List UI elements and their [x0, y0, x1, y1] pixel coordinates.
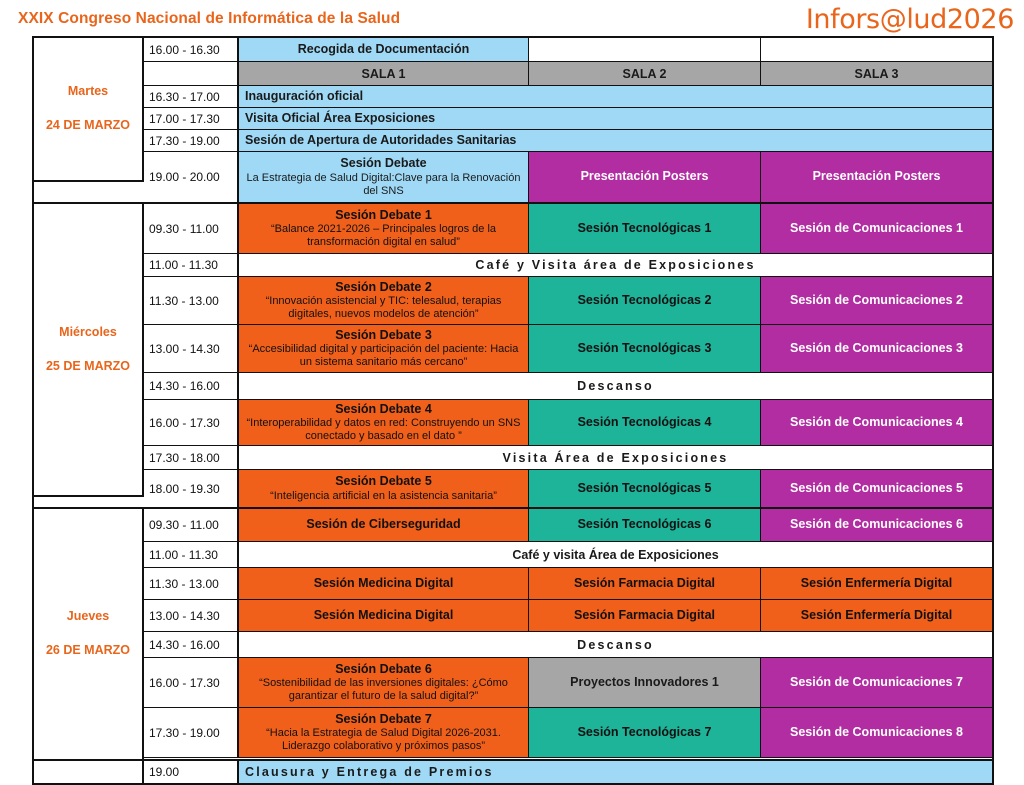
session-cell [529, 509, 761, 542]
session-cell [761, 708, 992, 758]
day-name: Martes [67, 84, 109, 99]
day-cell-empty [34, 761, 144, 783]
session-subtitle: “Balance 2021-2026 – Principales logros de la transformación digital en salud” [270, 223, 497, 249]
day-cell-martes [34, 38, 144, 182]
session-cell [761, 204, 992, 254]
time-cell: 17.30 - 19.00 [144, 130, 239, 152]
session-title: Sesión Tecnológicas 1 [577, 220, 712, 235]
session-cell [761, 470, 992, 507]
session-title: Sesión Farmacia Digital [573, 607, 716, 622]
table-row [144, 373, 992, 400]
session-title: Sesión de Comunicaciones 6 [790, 517, 963, 532]
time-cell: 14.30 - 16.00 [144, 632, 239, 658]
table-row [144, 204, 992, 254]
break-label: Descanso [577, 637, 654, 652]
session-cell [239, 509, 529, 542]
session-cell [239, 152, 529, 202]
table-row [144, 108, 992, 130]
session-title: Recogida de Documentación [297, 41, 470, 56]
session-cell [529, 470, 761, 507]
session-title: Sesión de Comunicaciones 7 [790, 674, 963, 689]
session-cell [761, 277, 992, 325]
congress-title: XXIX Congreso Nacional de Informática de la Salud [18, 10, 401, 27]
day-cell-jueves [34, 509, 144, 759]
session-subtitle: “Interoperabilidad y datos en red: Construyendo un SNS conectado y basado en el dato ” [246, 417, 521, 443]
session-title: Sesión Tecnológicas 4 [577, 414, 712, 429]
table-row [34, 202, 992, 507]
session-title: Sesión de Comunicaciones 1 [790, 220, 963, 235]
session-title: Sesión de Ciberseguridad [306, 517, 461, 532]
session-subtitle: “Innovación asistencial y TIC: telesalud, terapias digitales, nuevos modelos de atención” [265, 295, 502, 321]
session-title: Sesión Debate 6 [335, 661, 432, 676]
time-cell: 11.30 - 13.00 [144, 568, 239, 600]
session-cell [239, 470, 529, 507]
table-row [144, 152, 992, 202]
session-title: Sesión Tecnológicas 7 [577, 724, 712, 739]
session-title: Sesión Medicina Digital [313, 607, 454, 622]
day-name: Miércoles [59, 324, 117, 339]
session-title: Sesión Enfermería Digital [800, 607, 953, 622]
table-row [144, 446, 992, 470]
time-cell-empty [144, 62, 239, 86]
session-cell [761, 509, 992, 542]
session-title: Inauguración oficial [245, 88, 364, 103]
table-row [144, 130, 992, 152]
sala3-label: SALA 3 [854, 66, 899, 81]
session-cell-full [239, 86, 992, 108]
table-row [144, 254, 992, 277]
session-title: Sesión Medicina Digital [313, 575, 454, 590]
table-row [144, 600, 992, 632]
break-cell [239, 542, 992, 568]
time-cell: 11.00 - 11.30 [144, 542, 239, 568]
session-cell [761, 400, 992, 446]
session-cell [529, 325, 761, 373]
time-cell: 18.00 - 19.30 [144, 470, 239, 507]
session-title: Sesión Debate [340, 156, 427, 170]
time-cell: 17.30 - 18.00 [144, 446, 239, 470]
table-row [144, 542, 992, 568]
table-row [144, 86, 992, 108]
session-title: Sesión de Apertura de Autoridades Sanitarias [245, 132, 517, 147]
session-cell [239, 600, 529, 632]
session-cell [761, 325, 992, 373]
time-cell: 09.30 - 11.00 [144, 509, 239, 542]
session-cell-full [239, 130, 992, 152]
break-cell [239, 632, 992, 658]
session-title: Sesión Debate 3 [335, 327, 432, 342]
session-subtitle: “Sostenibilidad de las inversiones digitales: ¿Cómo garantizar el futuro de la salud digital?” [259, 677, 508, 703]
session-cell [761, 600, 992, 632]
table-row [144, 470, 992, 507]
break-label: Descanso [577, 379, 654, 393]
time-cell: 19.00 - 20.00 [144, 152, 239, 202]
session-title: Sesión Debate 1 [335, 207, 432, 222]
session-title: Presentación Posters [812, 169, 941, 184]
table-row [144, 38, 992, 62]
day-date: 26 DE MARZO [45, 643, 131, 657]
session-title: Presentación Posters [580, 169, 709, 184]
session-title: Sesión Tecnológicas 5 [577, 480, 712, 495]
session-cell [529, 152, 761, 202]
session-title: Sesión de Comunicaciones 8 [790, 724, 963, 739]
table-row [144, 509, 992, 542]
page-header [0, 0, 1024, 36]
session-title: Sesión Farmacia Digital [573, 575, 716, 590]
session-title: Sesión de Comunicaciones 4 [790, 414, 963, 429]
table-row [144, 277, 992, 325]
time-cell: 16.00 - 17.30 [144, 658, 239, 708]
empty-cell [761, 38, 992, 62]
table-row [144, 400, 992, 446]
table-row [144, 325, 992, 373]
time-cell: 13.00 - 14.30 [144, 325, 239, 373]
break-cell [239, 254, 992, 277]
time-cell: 16.00 - 16.30 [144, 38, 239, 62]
closing-cell [239, 761, 992, 783]
session-cell [529, 400, 761, 446]
session-cell [761, 658, 992, 708]
session-title: Sesión de Comunicaciones 2 [790, 292, 963, 307]
session-cell [239, 568, 529, 600]
session-title: Sesión Debate 7 [335, 711, 432, 726]
sala1-label: SALA 1 [361, 66, 406, 81]
session-cell [761, 152, 992, 202]
break-label: Visita Área de Exposiciones [502, 450, 729, 465]
session-title: Sesión de Comunicaciones 5 [790, 480, 963, 495]
session-title: Sesión Enfermería Digital [800, 575, 953, 590]
session-cell [529, 708, 761, 758]
session-title: Sesión Tecnológicas 6 [577, 517, 712, 532]
session-subtitle: “Inteligencia artificial en la asistencia sanitaria” [270, 489, 497, 502]
session-cell [239, 658, 529, 708]
table-row [34, 507, 992, 759]
closing-label: Clausura y Entrega de Premios [245, 765, 494, 779]
table-row-headers [144, 62, 992, 86]
session-title: Visita Oficial Área Exposiciones [245, 110, 436, 125]
column-header-sala1 [239, 62, 529, 86]
table-row [144, 632, 992, 658]
session-subtitle: La Estrategia de Salud Digital:Clave para la Renovación del SNS [246, 171, 521, 197]
session-title: Sesión Tecnológicas 2 [577, 292, 712, 307]
time-cell: 17.30 - 19.00 [144, 708, 239, 758]
session-title: Sesión Debate 2 [335, 279, 432, 294]
time-cell: 16.30 - 17.00 [144, 86, 239, 108]
break-cell [239, 373, 992, 400]
session-cell [529, 658, 761, 708]
time-cell: 09.30 - 11.00 [144, 204, 239, 254]
column-header-sala3 [761, 62, 992, 86]
session-cell [761, 568, 992, 600]
column-header-sala2 [529, 62, 761, 86]
time-cell: 11.30 - 13.00 [144, 277, 239, 325]
session-title: Sesión Debate 4 [335, 401, 432, 416]
day-name: Jueves [66, 609, 110, 624]
time-cell: 17.00 - 17.30 [144, 108, 239, 130]
program-table [32, 36, 994, 785]
brand-logo: Infors@lud2026 [805, 3, 1014, 35]
session-cell [529, 600, 761, 632]
table-row [144, 568, 992, 600]
session-cell [239, 708, 529, 758]
session-title: Sesión de Comunicaciones 3 [790, 340, 963, 355]
break-label: Café y Visita área de Exposiciones [475, 258, 756, 272]
break-cell [239, 446, 992, 470]
time-cell: 19.00 [144, 761, 239, 783]
session-title: Proyectos Innovadores 1 [570, 674, 719, 689]
time-cell: 11.00 - 11.30 [144, 254, 239, 277]
break-label: Café y visita Área de Exposiciones [512, 547, 719, 562]
table-row [144, 658, 992, 708]
empty-cell [529, 38, 761, 62]
day-date: 25 DE MARZO [45, 358, 131, 373]
sala2-label: SALA 2 [622, 66, 667, 81]
day-date: 24 DE MARZO [45, 118, 131, 132]
session-cell-full [239, 108, 992, 130]
session-cell [239, 277, 529, 325]
time-cell: 13.00 - 14.30 [144, 600, 239, 632]
table-row [144, 708, 992, 758]
session-cell [239, 325, 529, 373]
day-cell-miercoles [34, 204, 144, 497]
time-cell: 16.00 - 17.30 [144, 400, 239, 446]
session-cell [239, 204, 529, 254]
session-cell [239, 400, 529, 446]
session-cell [529, 204, 761, 254]
session-title: Sesión Tecnológicas 3 [577, 340, 712, 355]
session-cell [239, 38, 529, 62]
session-title: Sesión Debate 5 [335, 474, 432, 489]
session-subtitle: “Hacia la Estrategia de Salud Digital 2026-2031. Liderazgo colaborativo y próximos pasos” [266, 727, 501, 753]
table-row [34, 38, 992, 202]
session-cell [529, 277, 761, 325]
session-subtitle: “Accesibilidad digital y participación del paciente: Hacia un sistema sanitario más cercano” [248, 343, 519, 369]
session-cell [529, 568, 761, 600]
time-cell: 14.30 - 16.00 [144, 373, 239, 400]
